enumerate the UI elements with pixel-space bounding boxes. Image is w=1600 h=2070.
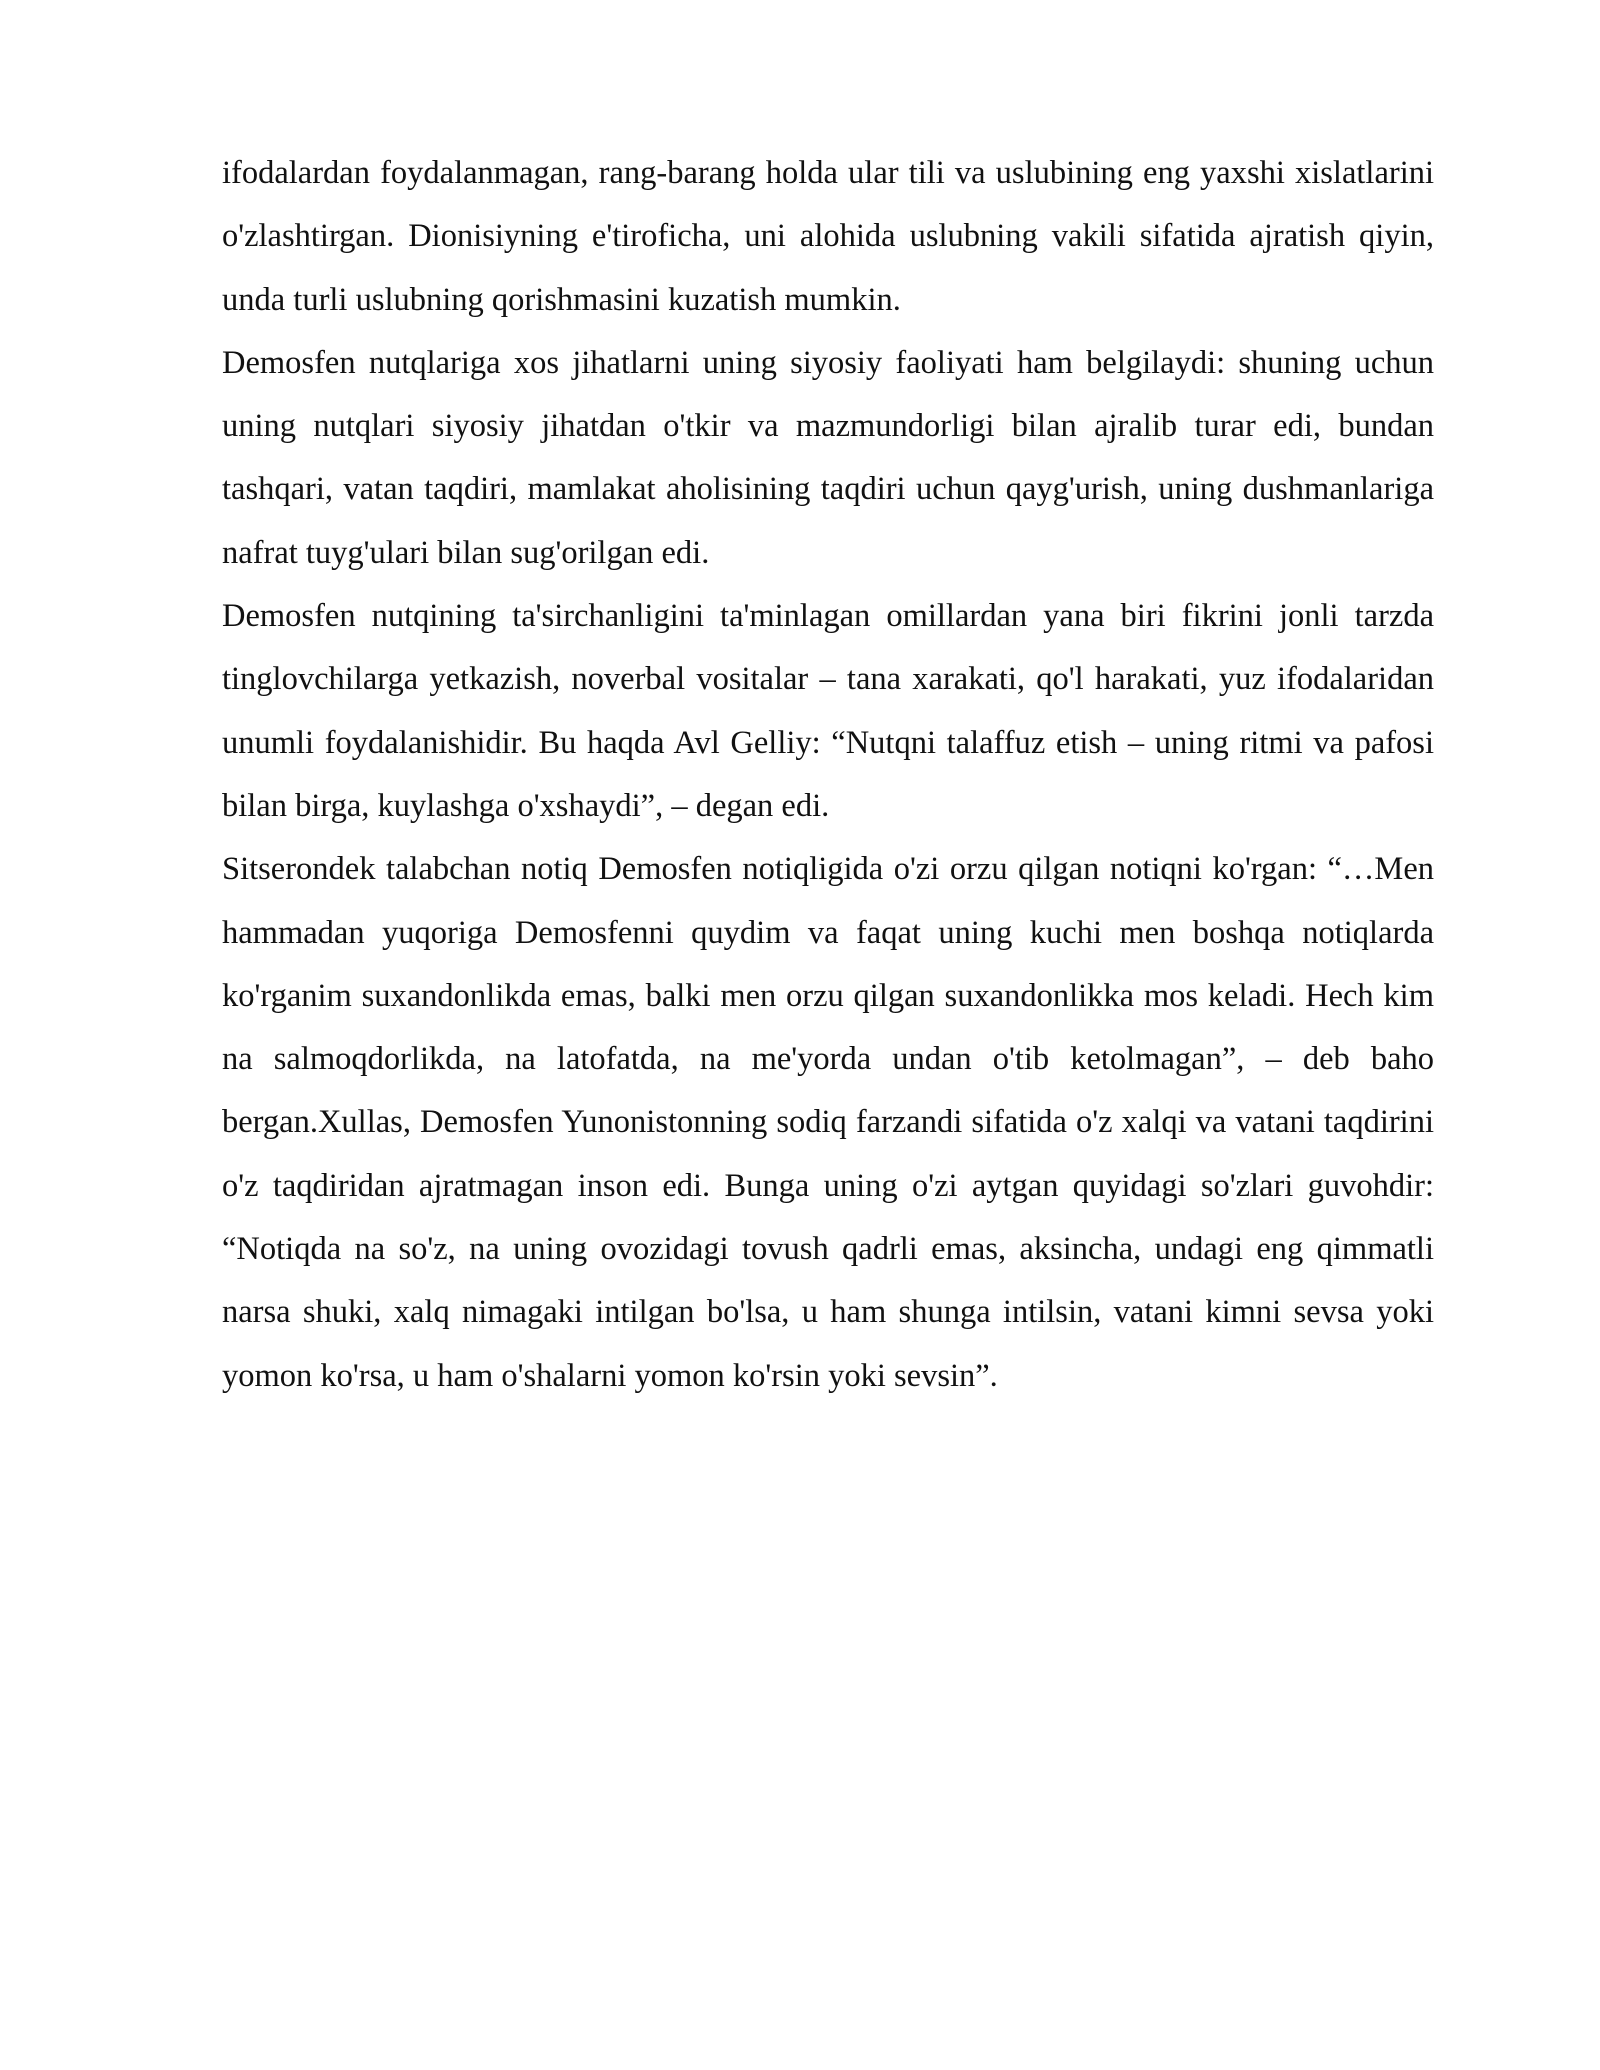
paragraph-1: ifodalardan foydalanmagan, rang-barang holda ular tili va uslubining eng yaxshi xislatlarini o'zlashtirgan. Dionisiyning e'tiroficha, uni alohida uslubning vakili sifatida ajratish qiyin, unda turli uslubning qorishmasini kuzatish mumkin. <box>222 155 1434 318</box>
paragraph-3: Demosfen nutqining ta'sirchanligini ta'minlagan omillardan yana biri fikrini jonli tarzda tinglovchilarga yetkazish, noverbal vositalar – tana xarakati, qo'l harakati, yuz ifodalaridan unumli foydalanishidir. Bu haqda Avl Gelliy: “Nutqni talaffuz etish – uning ritmi va pafosi bilan birga, kuylashga o'xshaydi”, – degan edi. <box>222 598 1434 824</box>
paragraph-2: Demosfen nutqlariga xos jihatlarni uning siyosiy faoliyati ham belgilaydi: shuning uchun uning nutqlari siyosiy jihatdan o'tkir va mazmundorligi bilan ajralib turar edi, bundan tashqari, vatan taqdiri, mamlakat aholisining taqdiri uchun qayg'urish, uning dushmanlariga nafrat tuyg'ulari bilan sug'orilgan edi. <box>222 344 1434 571</box>
document-body <box>222 142 1434 1408</box>
paragraph-4: Sitserondek talabchan notiq Demosfen notiqligida o'zi orzu qilgan notiqni ko'rgan: “…Men hammadan yuqoriga Demosfenni quydim va faqat uning kuchi men boshqa notiqlarda ko'rganim suxandonlikda emas, balki men orzu qilgan suxandonlikka mos keladi. Hech kim na salmoqdorlikda, na latofatda, na me'yorda undan o'tib ketolmagan”, – deb baho bergan.Xullas, Demosfen Yunonistonning sodiq farzandi sifatida o'z xalqi va vatani taqdirini o'z taqdiridan ajratmagan inson edi. Bunga uning o'zi aytgan quyidagi so'zlari guvohdir: “Notiqda na so'z, na uning ovozidagi tovush qadrli emas, aksincha, undagi eng qimmatli narsa shuki, xalq nimagaki intilgan bo'lsa, u ham shunga intilsin, vatani kimni sevsa yoki yomon ko'rsa, u ham o'shalarni yomon ko'rsin yoki sevsin”. <box>222 851 1434 1394</box>
